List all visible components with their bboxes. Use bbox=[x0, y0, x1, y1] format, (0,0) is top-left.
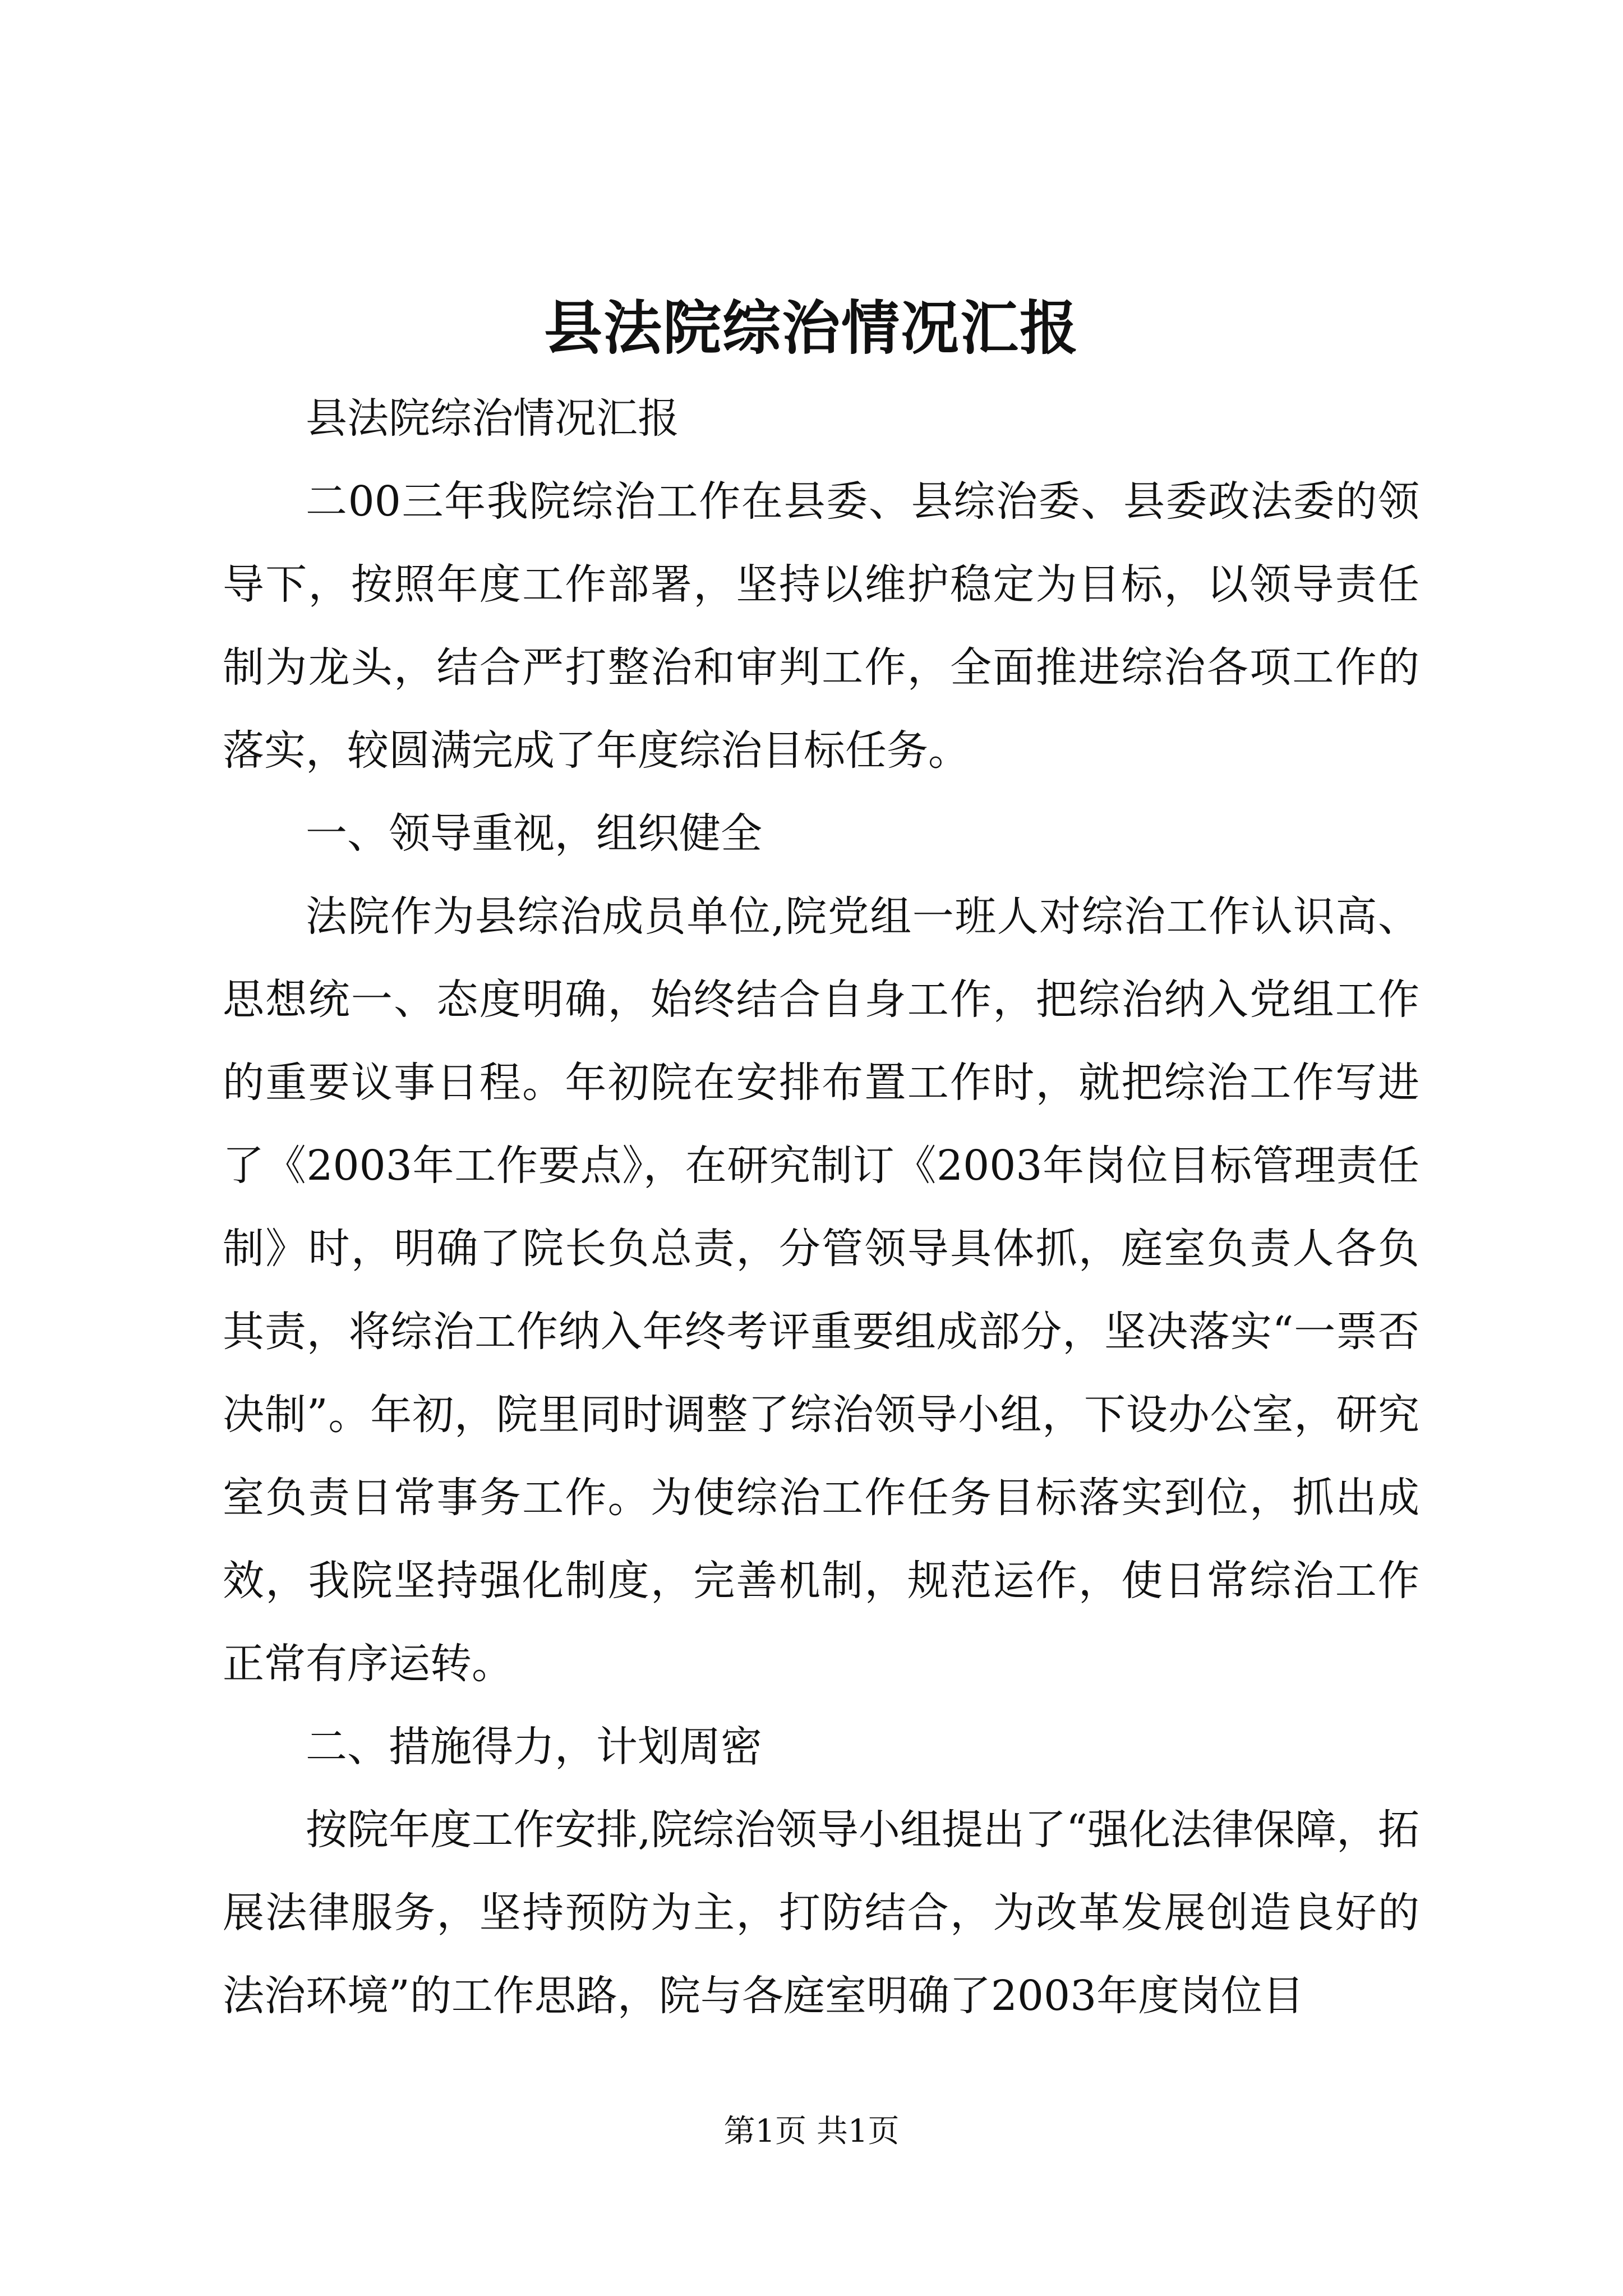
paragraph-section-1: 法院作为县综治成员单位,院党组一班人对综治工作认识高、思想统一、态度明确，始终结合自身工作，把综治纳入党组工作的重要议事日程。年初院在安排布置工作时，就把综治工作写进了《2003年工作要点》，在研究制订《2003年岗位目标管理责任制》时，明确了院长负总责，分管领导具体抓，庭室负责人各负其责，将综治工作纳入年终考评重要组成部分，坚决落实“一票否决制”。年初，院里同时调整了综治领导小组，下设办公室，研究室负责日常事务工作。为使综治工作任务目标落实到位，抓出成效，我院坚持强化制度，完善机制，规范运作，使日常综治工作正常有序运转。 bbox=[223, 892, 1419, 1688]
section-heading-1: 一、领导重视，组织健全 bbox=[306, 809, 762, 858]
document-title: 县法院综治情况汇报 bbox=[543, 293, 1079, 362]
paragraph-intro: 二00三年我院综治工作在县委、县综治委、县委政法委的领导下，按照年度工作部署，坚持以维护稳定为目标，以领导责任制为龙头，结合严打整治和审判工作，全面推进综治各项工作的落实，较圆满完成了年度综治目标任务。 bbox=[223, 477, 1419, 775]
paragraph-section-2: 按院年度工作安排,院综治领导小组提出了“强化法律保障，拓展法律服务，坚持预防为主，打防结合，为改革发展创造良好的法治环境”的工作思路，院与各庭室明确了2003年度岗位目 bbox=[223, 1806, 1419, 2020]
page-footer: 第1页 共1页 bbox=[723, 2113, 900, 2150]
document-body bbox=[223, 377, 1419, 2037]
paragraph-subtitle: 县法院综治情况汇报 bbox=[306, 394, 679, 443]
section-heading-2: 二、措施得力，计划周密 bbox=[306, 1723, 762, 1771]
